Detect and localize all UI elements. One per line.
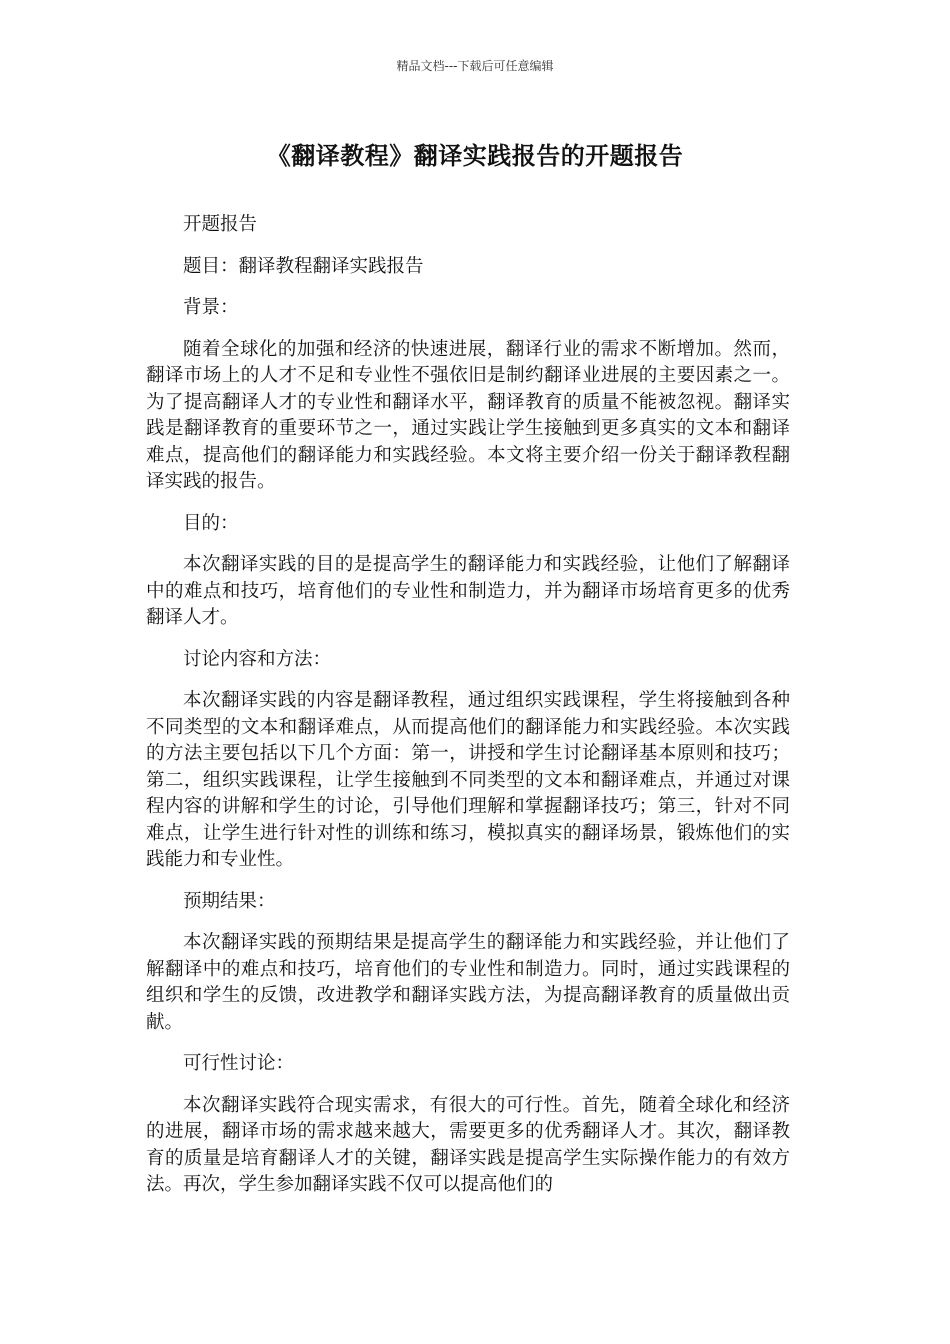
results-paragraph: 本次翻译实践的预期结果是提高学生的翻译能力和实践经验，并让他们了解翻译中的难点和技巧，培育他们的专业性和制造力。同时，通过实践课程的组织和学生的反馈，改进教学和翻译实践方法，为提高翻译教育的质量做出贡献。: [146, 932, 790, 1033]
purpose-heading: 目的：: [183, 512, 239, 534]
purpose-paragraph: 本次翻译实践的目的是提高学生的翻译能力和实践经验，让他们了解翻译中的难点和技巧，培育他们的专业性和制造力，并为翻译市场培育更多的优秀翻译人才。: [146, 554, 790, 628]
results-heading: 预期结果：: [183, 890, 276, 912]
document-body: [146, 212, 790, 1199]
feasibility-heading: 可行性讨论：: [183, 1053, 295, 1074]
page-header-watermark: 精品文档---下载后可任意编辑: [396, 59, 554, 73]
background-paragraph: 随着全球化的加强和经济的快速进展，翻译行业的需求不断增加。然而，翻译市场上的人才不足和专业性不强依旧是制约翻译业进展的主要因素之一。为了提高翻译人才的专业性和翻译水平，翻译教育的质量不能被忽视。翻译实践是翻译教育的重要环节之一，通过实践让学生接触到更多真实的文本和翻译难点，提高他们的翻译能力和实践经验。本文将主要介绍一份关于翻译教程翻译实践的报告。: [146, 338, 790, 492]
document-title: 《翻译教程》翻译实践报告的开题报告: [266, 142, 684, 170]
feasibility-paragraph: 本次翻译实践符合现实需求，有很大的可行性。首先，随着全球化和经济的进展，翻译市场的需求越来越大，需要更多的优秀翻译人才。其次，翻译教育的质量是培育翻译人才的关键，翻译实践是提高学生实际操作能力的有效方法。再次，学生参加翻译实践不仅可以提高他们的: [146, 1094, 790, 1195]
subject-line: 题目：翻译教程翻译实践报告: [183, 255, 424, 277]
background-heading: 背景：: [183, 297, 239, 318]
method-heading: 讨论内容和方法：: [183, 648, 332, 670]
method-paragraph: 本次翻译实践的内容是翻译教程，通过组织实践课程，学生将接触到各种不同类型的文本和翻译难点，从而提高他们的翻译能力和实践经验。本次实践的方法主要包括以下几个方面：第一，讲授和学生讨论翻译基本原则和技巧；第二，组织实践课程，让学生接触到不同类型的文本和翻译难点，并通过对课程内容的讲解和学生的讨论，引导他们理解和掌握翻译技巧；第三，针对不同难点，让学生进行针对性的训练和练习，模拟真实的翻译场景，锻炼他们的实践能力和专业性。: [146, 690, 790, 870]
report-label: 开题报告: [183, 214, 258, 235]
